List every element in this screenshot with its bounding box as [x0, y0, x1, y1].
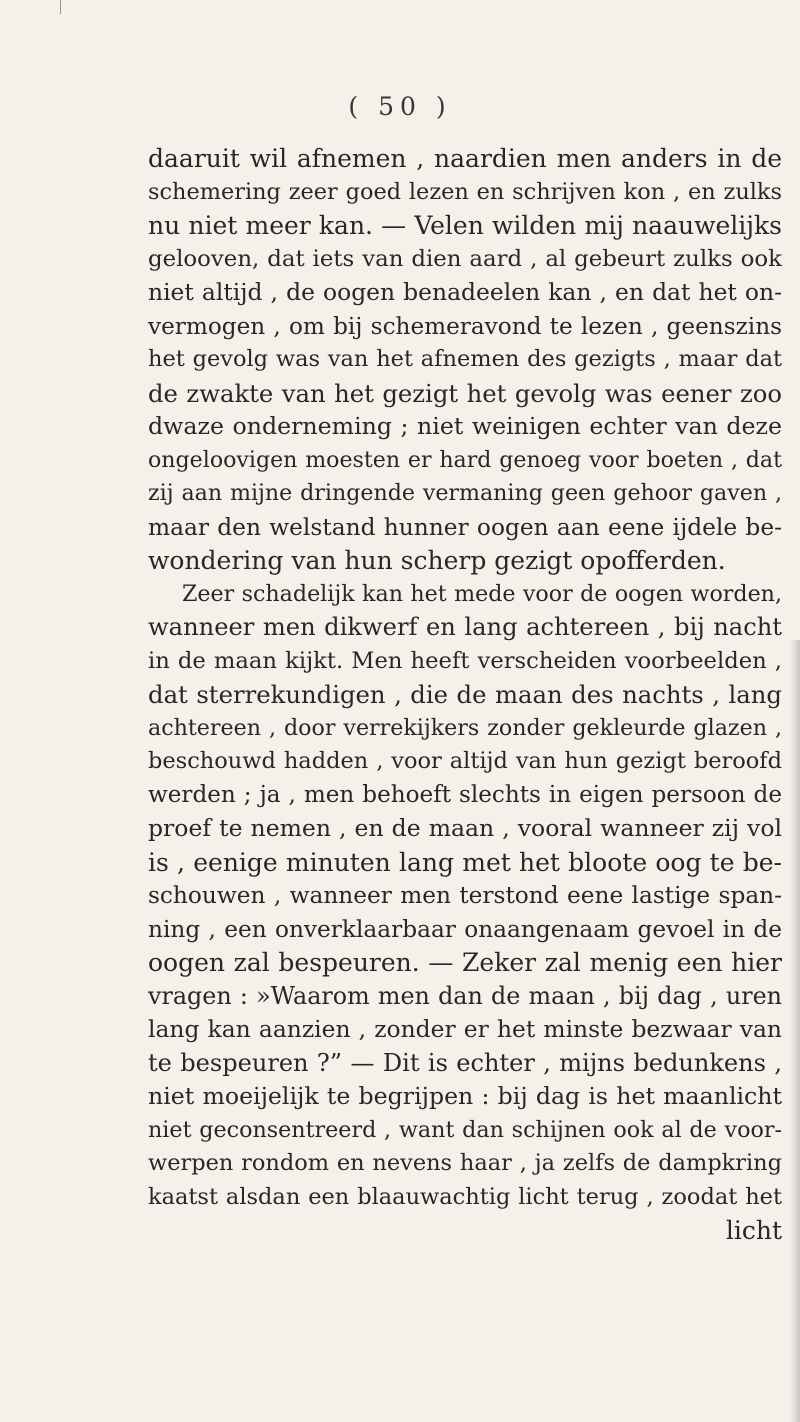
text-line: werpen rondom en nevens haar , ja zelfs de dampkring — [148, 1150, 782, 1176]
text-line: dat sterrekundigen , die de maan des nachts , lang — [148, 680, 782, 709]
text-line: achtereen , door verrekijkers zonder gekleurde glazen , — [148, 714, 782, 741]
text-line: lang kan aanzien , zonder er het minste bezwaar van — [148, 1015, 782, 1043]
text-line: kaatst alsdan een blaauwachtig licht terug , zoodat het — [148, 1183, 782, 1210]
text-line: is , eenige minuten lang met het bloote oog te be- — [148, 847, 782, 877]
text-line: gelooven, dat iets van dien aard , al gebeurt zulks ook — [148, 245, 782, 272]
body-text — [148, 142, 782, 1248]
catchword: licht — [725, 1216, 782, 1245]
text-line: het gevolg was van het afnemen des gezigts , maar dat — [148, 346, 782, 372]
text-line: vragen : »Waarom men dan de maan , bij dag , uren — [148, 981, 782, 1010]
text-line: beschouwd hadden , voor altijd van hun gezigt beroofd — [148, 748, 782, 774]
text-line: zij aan mijne dringende vermaning geen gehoor gaven , — [148, 480, 782, 506]
text-line: te bespeuren ?” — Dit is echter , mijns bedunkens , — [148, 1048, 782, 1077]
text-line: ongeloovigen moesten er hard genoeg voor boeten , dat — [148, 446, 782, 473]
page-edge-shadow — [790, 640, 800, 1422]
text-line: schouwen , wanneer men terstond eene lastige span- — [148, 882, 782, 909]
text-line: oogen zal bespeuren. — Zeker zal menig een hier — [148, 948, 782, 977]
text-line: de zwakte van het gezigt het gevolg was eener zoo — [148, 378, 782, 408]
text-line: wanneer men dikwerf en lang achtereen , bij nacht — [148, 613, 782, 641]
text-line: proef te nemen , en de maan , vooral wanneer zij vol — [148, 814, 782, 842]
text-line: vermogen , om bij schemeravond te lezen , geenszins — [148, 312, 782, 340]
text-line: werden ; ja , men behoeft slechts in eigen persoon de — [148, 781, 782, 808]
text-line: daaruit wil afnemen , naardien men anders in de — [148, 144, 782, 173]
page-edge-mark — [60, 0, 61, 14]
text-line: Zeer schadelijk kan het mede voor de oogen worden, — [182, 580, 782, 607]
text-line: ning , een onverklaarbaar onaangenaam gevoel in de — [148, 915, 782, 943]
text-line: wondering van hun scherp gezigt opofferden. — [148, 546, 726, 575]
page-number: ( 50 ) — [348, 92, 452, 121]
text-line: dwaze onderneming ; niet weinigen echter van deze — [148, 412, 782, 440]
text-line: maar den welstand hunner oogen aan eene ijdele be- — [148, 513, 782, 541]
text-line: in de maan kijkt. Men heeft verscheiden voorbeelden , — [148, 647, 782, 674]
text-line: niet geconsentreerd , want dan schijnen ook al de voor- — [148, 1116, 782, 1143]
text-line: niet moeijelijk te begrijpen : bij dag is het maanlicht — [148, 1082, 782, 1110]
text-line: niet altijd , de oogen benadeelen kan , en dat het on- — [148, 278, 782, 306]
text-line: nu niet meer kan. — Velen wilden mij naauwelijks — [148, 211, 782, 240]
text-line: schemering zeer goed lezen en schrijven kon , en zulks — [148, 178, 782, 205]
